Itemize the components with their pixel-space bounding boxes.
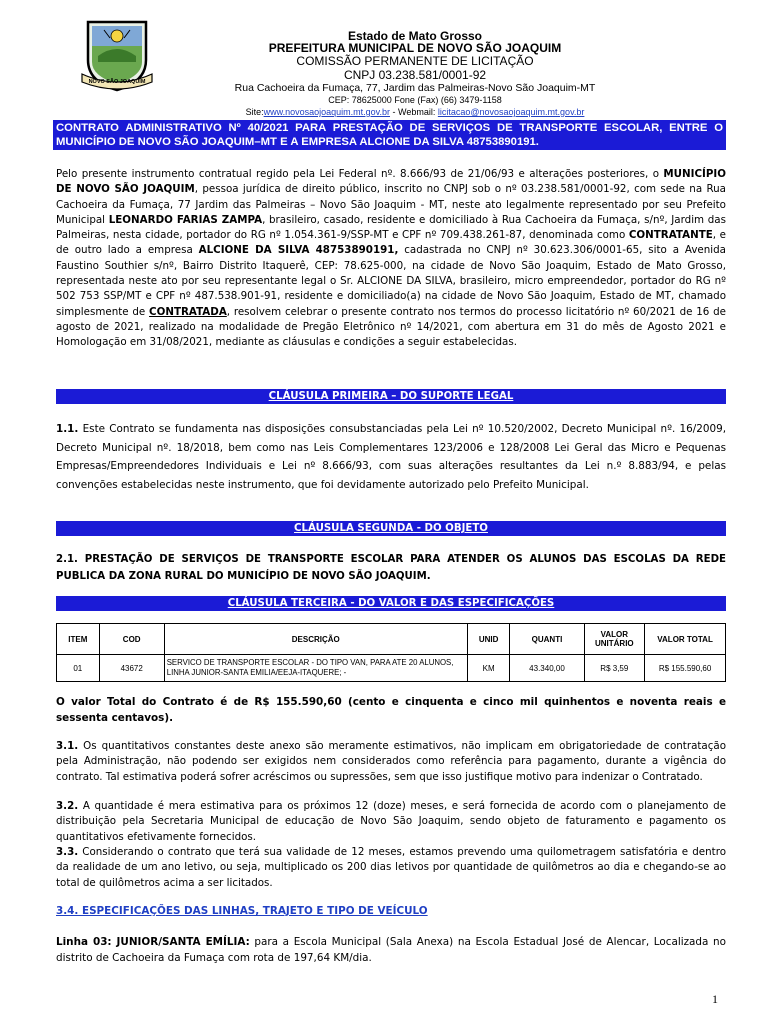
table-cell: 01	[57, 655, 100, 682]
paragraph-3-2: 3.2. A quantidade é mera estimativa para os próximos 12 (doze) meses, e será fornecida de acordo com o planejamento de distribuição pela Secretaria Municipal de educação de Novo São Joaquim, sendo objeto de faturamento e pagamento os quantitativos efetivamente fornecidos.	[56, 800, 726, 843]
table-header-cell: VALOR UNITÁRIO	[584, 624, 645, 655]
site-link[interactable]: www.novosaojoaquim.mt.gov.br	[263, 107, 391, 117]
paragraph-3-3: 3.3. Considerando o contrato que terá sua validade de 12 meses, estamos prevendo uma quilometragem satisfatória e dentro da realidade de um ano letivo, ou seja, multiplicado os 200 dias letivos por quantidade de quilômetros ao dia e chegando-se ao total de quilômetros acima a ser licitados.	[56, 846, 726, 889]
crest-ribbon-text: NOVO SÃO JOAQUIM	[88, 79, 146, 85]
clause-2-paragraph: 2.1. PRESTAÇÃO DE SERVIÇOS DE TRANSPORTE ESCOLAR PARA ATENDER OS ALUNOS DAS ESCOLAS DA REDE PUBLICA DA ZONA RURAL DO MUNICÍPIO DE NOVO SÃO JOAQUIM.	[56, 554, 726, 582]
table-header-cell: UNID	[467, 624, 510, 655]
table-header-cell: QUANTI	[510, 624, 584, 655]
route-line-paragraph: Linha 03: JUNIOR/SANTA EMÍLIA: para a Escola Municipal (Sala Anexa) na Escola Estadual José de Alencar, Localizada no distrito de Cachoeira da Fumaça com rota de 197,64 KM/dia.	[56, 936, 726, 964]
cnpj: CNPJ 03.238.581/0001-92	[343, 68, 487, 82]
webmail-label: - Webmail:	[390, 107, 438, 117]
clause-1-heading: CLÁUSULA PRIMEIRA – DO SUPORTE LEGAL	[56, 389, 726, 404]
clause-3-heading: CLÁUSULA TERCEIRA - DO VALOR E DAS ESPECIFICAÇÕES	[56, 596, 726, 611]
table-row	[57, 655, 726, 682]
contract-title: CONTRATO ADMINISTRATIVO Nº 40/2021 PARA PRESTAÇÃO DE SERVIÇOS DE TRANSPORTE ESCOLAR, ENTRE O MUNICÍPIO DE NOVO SÃO JOAQUIM–MT E A EMPRESA ALCIONE DA SILVA 48753890191.	[53, 120, 726, 150]
prefecture-name: PREFEITURA MUNICIPAL DE NOVO SÃO JOAQUIM	[268, 41, 562, 55]
table-cell: R$ 3,59	[584, 655, 645, 682]
state-name: Estado de Mato Grosso	[347, 29, 483, 43]
site-label: Site:	[245, 107, 264, 117]
table-cell: 43.340,00	[510, 655, 584, 682]
clause-2-heading: CLÁUSULA SEGUNDA - DO OBJETO	[56, 521, 726, 536]
table-header-cell: ITEM	[57, 624, 100, 655]
webmail-link[interactable]: licitacao@novosaojoaquim.mt.gov.br	[437, 107, 585, 117]
page-number: 1	[712, 992, 718, 1006]
intro-paragraph: Pelo presente instrumento contratual regido pela Lei Federal nº. 8.666/93 de 21/06/93 e alterações posteriores, o MUNICÍPIO DE NOVO SÃO JOAQUIM, pessoa jurídica de direito público, inscrito no CNPJ sob o nº 03.238.581/0001-92, com sede na Rua Cachoeira da Fumaça, 77 Jardim das Palmeiras – Novo São Joaquim - MT, neste ato legalmente representado por seu Prefeito Municipal LEONARDO FARIAS ZAMPA, brasileiro, casado, residente e domiciliado à Rua Cachoeira da Fumaça, s/nº, Jardim das Palmeiras, nesta cidade, portador do RG nº 1.054.361-9/SSP-MT e CPF nº 709.438.261-87, denominada como CONTRATANTE, e de outro lado a empresa ALCIONE DA SILVA 48753890191, cadastrada no CNPJ nº 30.623.306/0001-65, sito a Avenida Faustino Southier s/nº, Bairro Distrito Itaquerê, CEP: 78.625-000, na cidade de Novo São Joaquim, Estado de Mato Grosso, representada neste ato por seu representante legal o Sr. ALCIONE DA SILVA, brasileiro, micro empreendedor, portador do RG nº 502 753 SSP/MT e CPF nº 487.538.901-91, residente e domiciliado(a) na cidade de Novo São Joaquim, Estado de MT, chamado simplesmente de CONTRATADA, resolvem celebrar o presente contrato nos termos do processo licitatório nº 60/2021 de 16 de agosto de 2021, realizado na modalidade de Pregão Eletrônico nº 14/2021, com abertura em 31 do mês de Agosto 2021 e Homologação em 31/08/2021, mediante as cláusulas e condições a seguir estabelecidas.	[56, 168, 726, 349]
commission-name: COMISSÃO PERMANENTE DE LICITAÇÃO	[296, 54, 534, 68]
paragraph-3-1: 3.1. Os quantitativos constantes deste anexo são meramente estimativos, não implicam em obrigatoriedade de contratação pela Administração, não podendo ser exigidos nem considerados como referência para pagamento, durante a vigência do contrato. Tal estimativa poderá sofrer acréscimos ou supressões, sem que isso justifique motivo para indenizar o Contratado.	[56, 740, 726, 783]
table-cell: SERVICO DE TRANSPORTE ESCOLAR - DO TIPO VAN, PARA ATE 20 ALUNOS, LINHA JUNIOR-SANTA EMILIA/EEJA-ITAQUERE; -	[164, 655, 467, 682]
table-cell: 43672	[99, 655, 164, 682]
items-table	[56, 623, 726, 682]
table-cell: R$ 155.590,60	[645, 655, 726, 682]
clause-1-paragraph: 1.1. Este Contrato se fundamenta nas disposições consubstanciadas pela Lei nº 10.520/2002, Decreto Municipal nº. 16/2009, Decreto Municipal nº. 18/2018, bem como nas Leis Complementares 123/2006 e 128/2008 Lei Geral das Micro e Pequenas Empresas/Empreendedores Individuais e Lei nº 8.666/93, com suas alterações resultantes da Lei n.º 8.883/94, e pelas convenções estabelecidas neste instrumento, que foi devidamente autorizado pelo Prefeito Municipal.	[56, 423, 726, 491]
cep-phone: CEP: 78625000 Fone (Fax) (66) 3479-1158	[328, 95, 502, 105]
table-cell: KM	[467, 655, 510, 682]
table-header-row	[57, 624, 726, 655]
table-header-cell: VALOR TOTAL	[645, 624, 726, 655]
municipal-crest-logo	[78, 16, 156, 96]
table-header-cell: DESCRIÇÃO	[164, 624, 467, 655]
total-value: O valor Total do Contrato é de R$ 155.590,60 (cento e cinquenta e cinco mil quinhentos e noventa reais e sessenta centavos).	[56, 696, 726, 724]
section-3-4-heading: 3.4. ESPECIFICAÇÕES DAS LINHAS, TRAJETO E TIPO DE VEÍCULO	[56, 905, 428, 917]
site-line	[180, 108, 650, 117]
address: Rua Cachoeira da Fumaça, 77, Jardim das Palmeiras-Novo São Joaquim-MT	[234, 82, 596, 94]
table-header-cell: COD	[99, 624, 164, 655]
